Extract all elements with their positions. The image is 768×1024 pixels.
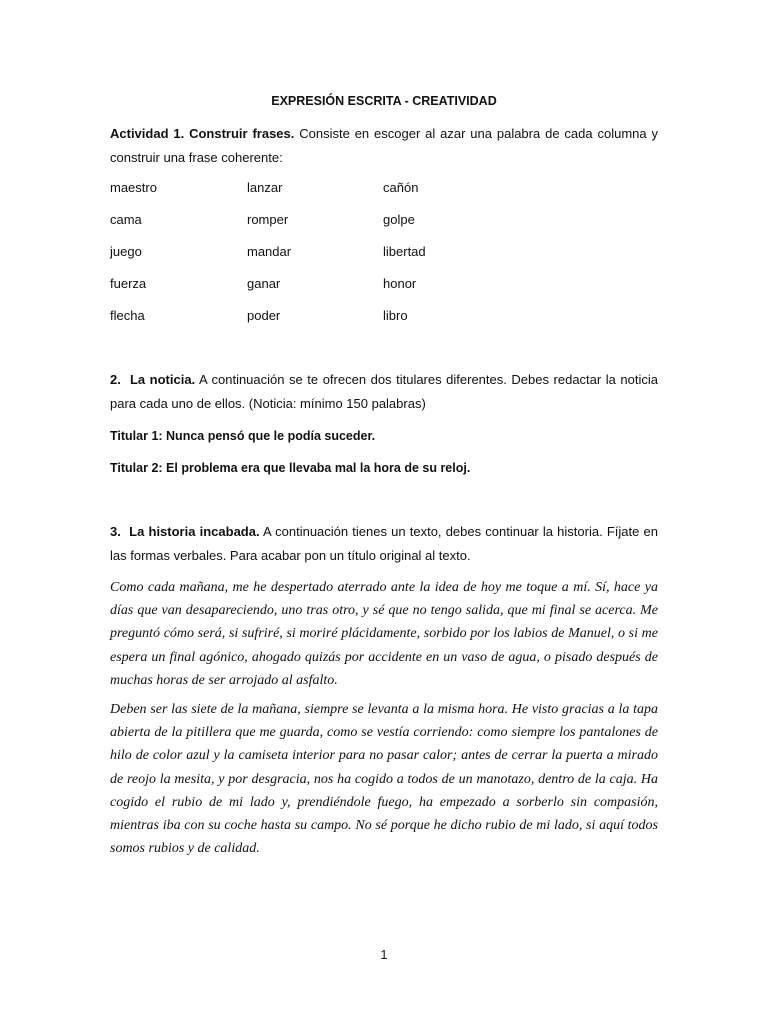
section2-paragraph (110, 368, 658, 416)
word-row (110, 276, 658, 296)
word-cell: cama (110, 212, 142, 227)
story-paragraph-2: Deben ser las siete de la mañana, siempre se levanta a la misma hora. He visto gracias a la tapa abierta de la pitillera que me guarda, como se vestía corriendo: como siempre los pantalones de hilo de color azul y la camiseta interior para no pasar calor; antes de cerrar la puerta a mirado de reojo la mesita, y por desgracia, nos ha cogido a todos de un manotazo, dentro de la caja. Ha cogido el rubio de mi lado y, prendiéndole fuego, ha empezado a sorberlo sin compasión, mientras iba con su coche hasta su campo. No sé porque he dicho rubio de mi lado, si aquí todos somos rubios y de calidad. (110, 702, 658, 857)
word-cell: golpe (383, 212, 415, 227)
activity1-label: Actividad 1. Construir frases. (110, 126, 295, 141)
page-number: 1 (380, 948, 388, 962)
word-cell: libro (383, 308, 408, 323)
document-title: EXPRESIÓN ESCRITA - CREATIVIDAD (271, 94, 497, 108)
word-cell: fuerza (110, 276, 147, 291)
section3-label: La historia incabada. (129, 524, 260, 539)
word-cell: romper (247, 212, 289, 227)
word-cell: juego (110, 244, 142, 259)
section2-number: 2. (110, 372, 121, 387)
word-cell: lanzar (247, 180, 283, 195)
section3-number: 3. (110, 524, 121, 539)
section3-paragraph (110, 520, 658, 568)
word-cell: flecha (110, 308, 145, 323)
word-cell: poder (247, 308, 281, 323)
section2-text: A continuación se te ofrecen dos titulares diferentes. Debes redactar la noticia para cada uno de ellos. (Noticia: mínimo 150 palabras) (110, 372, 659, 411)
word-cell: ganar (247, 276, 281, 291)
word-cell: honor (383, 276, 417, 291)
word-cell: libertad (383, 244, 426, 259)
word-row (110, 244, 658, 264)
word-row (110, 308, 658, 328)
activity1-paragraph (110, 122, 658, 170)
document-page (110, 0, 658, 1024)
word-cell: cañón (383, 180, 419, 195)
story-paragraph-1: Como cada mañana, me he despertado aterrado ante la idea de hoy me toque a mí. Sí, hace ya días que van desapareciendo, uno tras otro, y sé que no tengo salida, que mi final se acerca. Me preguntó cómo será, si sufriré, si moriré plácidamente, sorbido por los labios de Manuel, o si me espera un final agónico, ahogado quizás por accidente en un vaso de agua, o pisado después de muchas horas de ser arrojado al asfalto. (110, 580, 658, 688)
section2-label: La noticia. (129, 372, 196, 387)
activity1-text: Consiste en escoger al azar una palabra de cada columna y construir una frase coherente: (110, 126, 658, 165)
word-cell: mandar (247, 244, 292, 259)
titular2: Titular 2: El problema era que llevaba mal la hora de su reloj. (110, 461, 471, 475)
word-row (110, 180, 658, 200)
word-cell: maestro (110, 180, 157, 195)
titular1: Titular 1: Nunca pensó que le podía suceder. (110, 429, 376, 443)
word-row (110, 212, 658, 232)
section3-text: A continuación tienes un texto, debes continuar la historia. Fíjate en las formas verbales. Para acabar pon un título original al texto. (110, 524, 658, 563)
